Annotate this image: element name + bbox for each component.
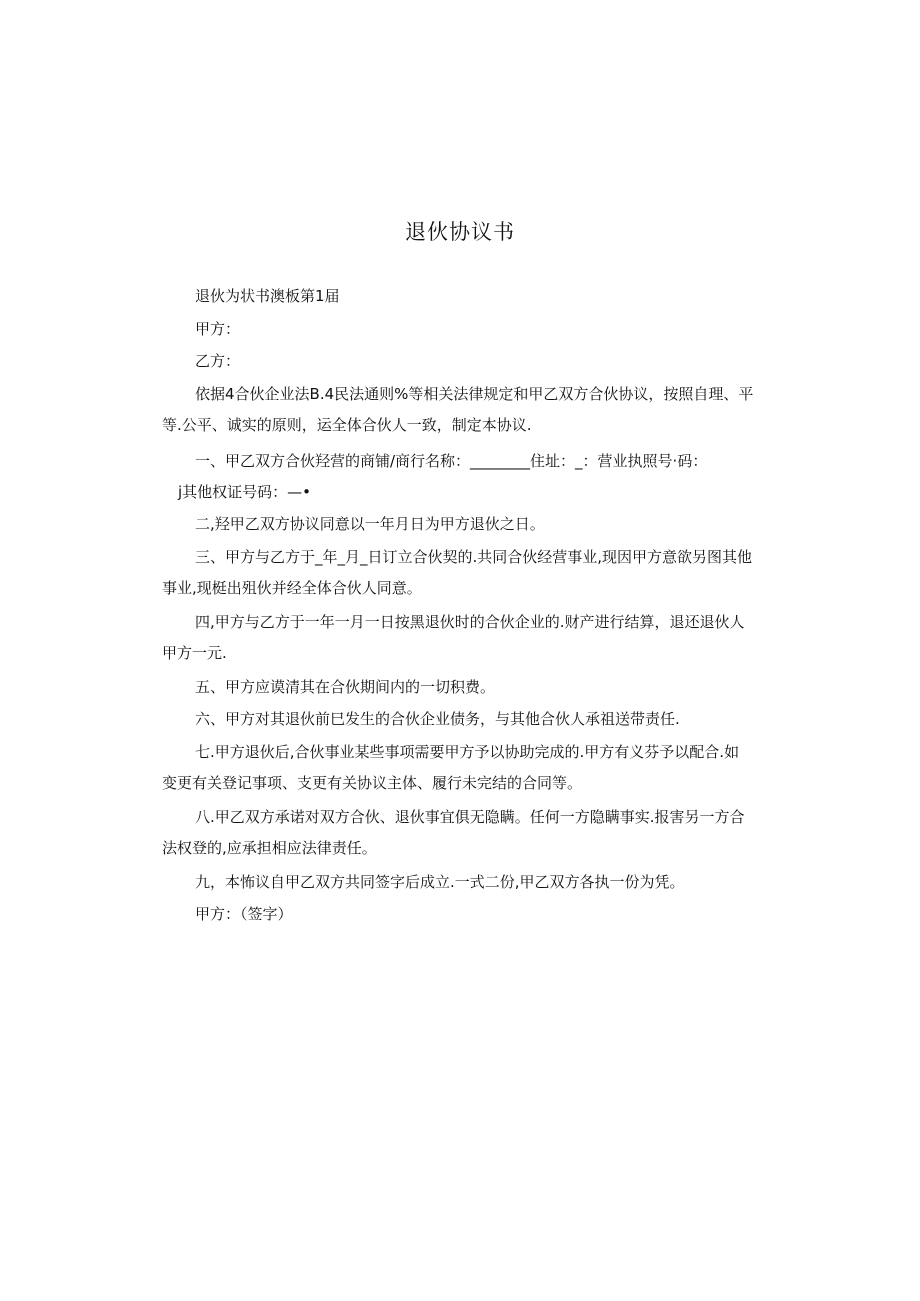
clause-8-line-2: 法权登的,应承担相应法律责任。 [162, 839, 377, 857]
clause-7-line-1: 七.甲方退伙后,合伙事业某些事项需要甲方予以协助完成的.甲方有义芬予以配合.如 [195, 743, 740, 761]
clause-2: 二,羟甲乙双方协议同意以一年月日为甲方退伙之日。 [195, 515, 545, 533]
intro-paragraph-line-2: 等.公平、诚实的原则，运全体合伙人一致，制定本协议. [162, 416, 532, 434]
intro-paragraph-line-1: 依据4合伙企业法B.4民法通则%等相关法律规定和甲乙双方合伙协议，按照自理、平 [195, 385, 754, 403]
clause-6: 六、甲方对其退伙前巳发生的合伙企业债务，与其他合伙人承祖送带责任. [195, 710, 680, 728]
party-a-signature: 甲方：（签字） [195, 905, 293, 923]
clause-4-line-1: 四,甲方与乙方于一年一月一日按黑退伙时的合伙企业的.财产进行结算，退还退伙人 [195, 613, 745, 631]
document-title: 退伙协议书 [405, 220, 515, 244]
clause-1-line-2: j其他权证号码：—• [178, 483, 312, 501]
clause-3-line-2: 事业,现梃出殂伙并经全体合伙人同意。 [162, 579, 422, 597]
clause-9: 九，本怖议自甲乙双方共同签字后成立.一式二份,甲乙双方各执一份为凭。 [195, 873, 685, 891]
clause-4-line-2: 甲方一元. [162, 644, 227, 662]
party-b-label: 乙方： [195, 352, 241, 370]
party-a-label: 甲方： [195, 320, 241, 338]
clause-1-line-1: 一、甲乙双方合伙羟营的商铺/商行名称：________住址：_：营业执照号·码： [195, 452, 708, 470]
clause-5: 五、甲方应谟清其在合伙期间内的一切积费。 [195, 678, 496, 696]
template-note: 退伙为状书澳板第1届 [195, 287, 340, 305]
clause-3-line-1: 三、甲方与乙方于_年_月_日订立合伙契的.共同合伙经营事业,现因甲方意欲另图其他 [195, 548, 753, 566]
clause-7-line-2: 变更有关登记事项、支更有关协议主体、履行未完结的合同等。 [162, 774, 583, 792]
clause-8-line-1: 八.甲乙双方承诺对双方合伙、退伙事宜俱无隐瞒。任何一方隐瞒事实.报害另一方合 [195, 808, 745, 826]
